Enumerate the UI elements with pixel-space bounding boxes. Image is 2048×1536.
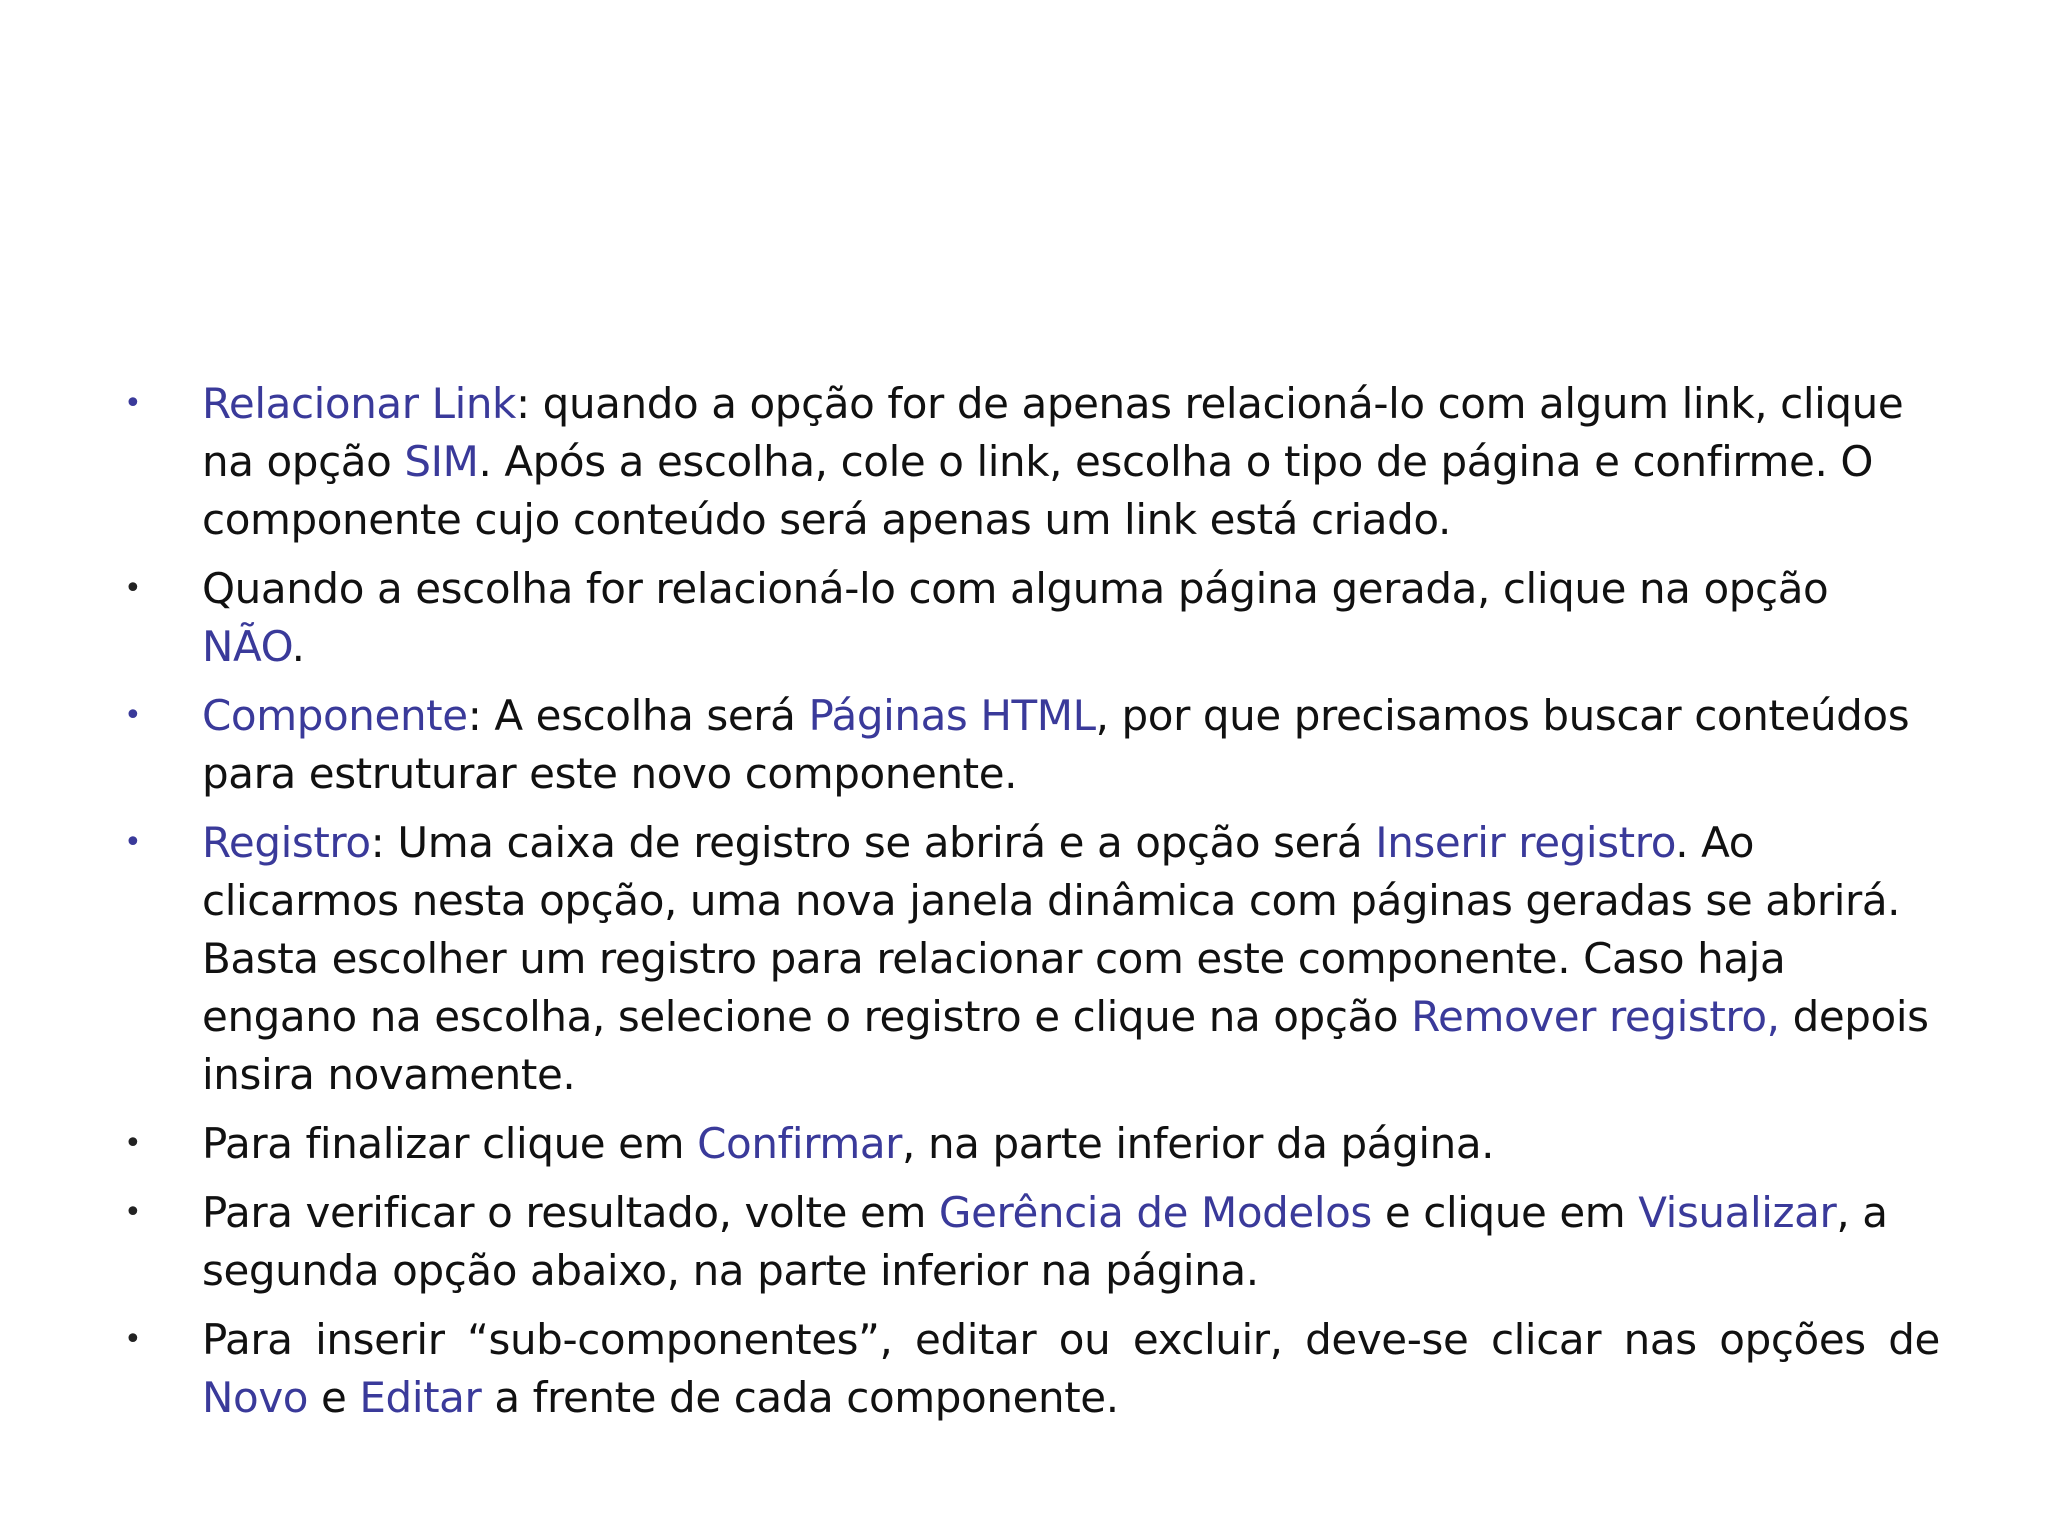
highlighted-term: Páginas HTML	[808, 691, 1096, 740]
bullet-marker: •	[124, 1195, 142, 1230]
bullet-text: : quando a opção for de apenas relacioná-lo com algum link, clique na opção	[202, 379, 1904, 486]
bullet-item	[120, 1184, 1940, 1300]
bullet-text: : A escolha será	[467, 691, 809, 740]
bullet-item	[120, 560, 1940, 676]
highlighted-term: Gerência de Modelos	[938, 1188, 1372, 1237]
highlighted-term: NÃO	[202, 622, 292, 671]
bullet-text: , a segunda opção abaixo, na parte inferior na página.	[202, 1188, 1888, 1295]
highlighted-term: Inserir registro	[1375, 818, 1676, 867]
bullet-text: , por que precisamos buscar conteúdos para estruturar este novo componente.	[202, 691, 1910, 798]
bullet-text: , na parte inferior da página.	[902, 1119, 1495, 1168]
bullet-marker: •	[124, 571, 142, 606]
bullet-text: Quando a escolha for relacioná-lo com alguma página gerada, clique na opção	[202, 564, 1829, 613]
bullet-item	[120, 1311, 1940, 1427]
highlighted-term: Remover registro,	[1411, 992, 1780, 1041]
highlighted-term: Visualizar	[1638, 1188, 1837, 1237]
highlighted-term: SIM	[404, 437, 479, 486]
highlighted-term: Novo	[202, 1373, 309, 1422]
highlighted-term: Relacionar Link	[202, 379, 516, 428]
bullet-item	[120, 814, 1940, 1104]
bullet-marker: •	[124, 825, 142, 860]
bullet-text: Para verificar o resultado, volte em	[202, 1188, 939, 1237]
bullet-marker: •	[124, 386, 142, 421]
bullet-text: Para finalizar clique em	[202, 1119, 698, 1168]
bullet-text: Para inserir “sub-componentes”, editar ou excluir, deve-se clicar nas opções de	[202, 1315, 1940, 1364]
bullet-text: depois insira novamente.	[202, 992, 1929, 1099]
highlighted-term: Componente	[202, 691, 468, 740]
bullet-text: a frente de cada componente.	[481, 1373, 1119, 1422]
bullet-text: e clique em	[1371, 1188, 1639, 1237]
bullet-marker: •	[124, 1322, 142, 1357]
bullet-list	[120, 375, 1940, 1438]
bullet-marker: •	[124, 1126, 142, 1161]
bullet-text: .	[291, 622, 305, 671]
bullet-text: : Uma caixa de registro se abrirá e a opção será	[370, 818, 1376, 867]
highlighted-term: Confirmar	[697, 1119, 903, 1168]
highlighted-term: Registro	[202, 818, 371, 867]
bullet-item	[120, 375, 1940, 549]
bullet-item	[120, 687, 1940, 803]
bullet-text: . Ao clicarmos nesta opção, uma nova janela dinâmica com páginas geradas se abrirá. Basta escolher um registro para relacionar com este componente. Caso haja engano na escolha, selecione o registro e clique na opção	[202, 818, 1901, 1041]
highlighted-term: Editar	[359, 1373, 482, 1422]
bullet-text: . Após a escolha, cole o link, escolha o tipo de página e confirme. O componente cujo conteúdo será apenas um link está criado.	[202, 437, 1874, 544]
bullet-marker: •	[124, 698, 142, 733]
bullet-text: e	[308, 1373, 360, 1422]
bullet-item	[120, 1115, 1940, 1173]
